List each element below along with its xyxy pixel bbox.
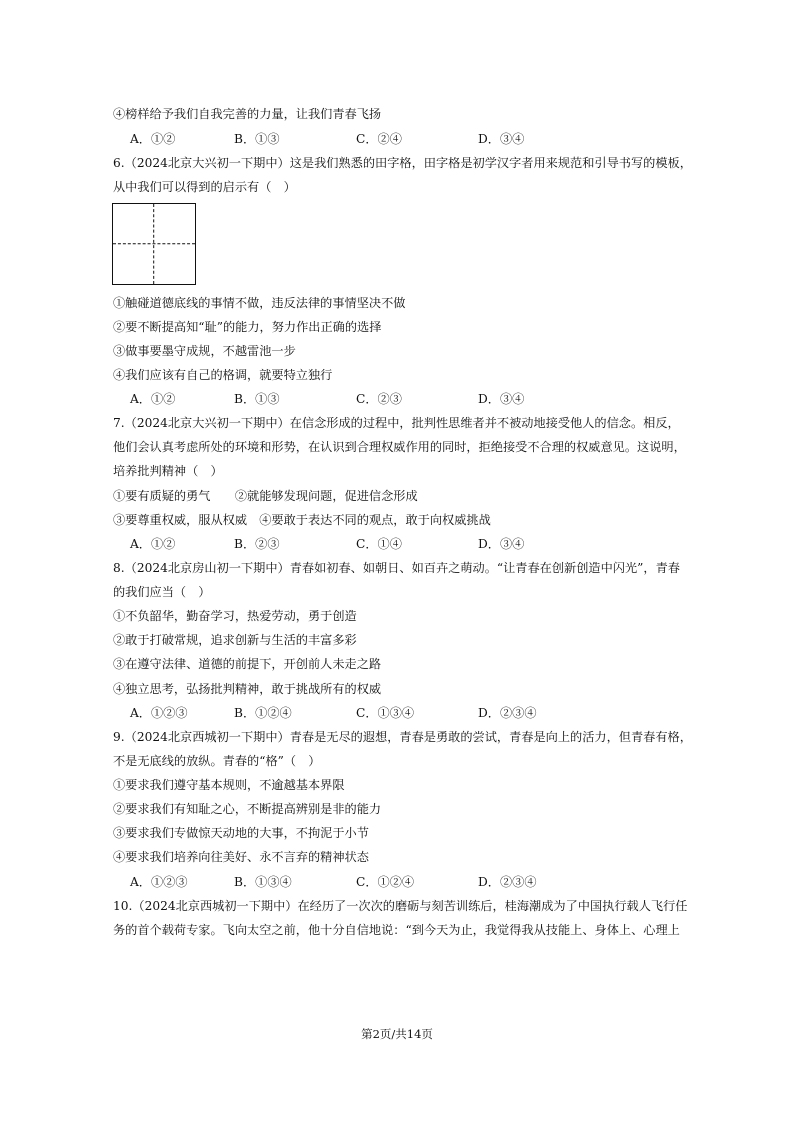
q6-statement-4: ④我们应该有自己的格调，就要特立独行 [113, 368, 333, 382]
q5-option-a: A．①② [130, 132, 176, 146]
q9-statement-2: ②要求我们有知耻之心，不断提高辨别是非的能力 [113, 802, 382, 816]
q5-statement-4: ④榜样给予我们自我完善的力量，让我们青春飞扬 [113, 107, 382, 121]
q6-option-d: D．③④ [478, 392, 525, 406]
q8-stem-line-2: 的我们应当（ ） [113, 585, 211, 599]
q9-stem-line-2: 不是无底线的放纵。青春的“格”（ ） [113, 754, 321, 768]
tianzige-grid-figure [112, 203, 196, 285]
q5-option-d: D．③④ [478, 132, 525, 146]
q7-option-c: C．①④ [356, 537, 402, 551]
q7-option-d: D．③④ [478, 537, 525, 551]
q8-statement-3: ③在遵守法律、道德的前提下，开创前人未走之路 [113, 657, 382, 671]
q7-stem-line-2: 他们会认真考虑所处的环境和形势，在认识到合理权威作用的同时，拒绝接受不合理的权威意见。这说明， [113, 440, 686, 454]
q9-stem-line-1: 9.（2024北京西城初一下期中）青春是无尽的遐想，青春是勇敢的尝试，青春是向上的活力，但青春有格， [113, 730, 692, 744]
q9-option-d: D．②③④ [478, 875, 537, 889]
q9-statement-3: ③要求我们专做惊天动地的大事，不拘泥于小节 [113, 826, 369, 840]
q7-option-a: A．①② [130, 537, 176, 551]
q7-option-b: B．②③ [234, 537, 280, 551]
q6-option-a: A．①② [130, 392, 176, 406]
q5-option-b: B．①③ [234, 132, 280, 146]
q6-statement-3: ③做事要墨守成规，不越雷池一步 [113, 344, 296, 358]
q7-statements-1-2: ①要有质疑的勇气 ②就能够发现问题，促进信念形成 [113, 489, 418, 503]
grid-horizontal-dashed-line [113, 243, 195, 244]
q6-stem-line-1: 6.（2024北京大兴初一下期中）这是我们熟悉的田字格，田字格是初学汉字者用来规范和引导书写的模板， [113, 156, 692, 170]
q8-option-c: C．①③④ [356, 706, 415, 720]
q9-option-c: C．①②④ [356, 875, 415, 889]
q7-stem-line-1: 7.（2024北京大兴初一下期中）在信念形成的过程中，批判性思维者并不被动地接受他人的信念。相反， [113, 416, 680, 430]
q8-statement-1: ①不负韶华，勤奋学习，热爱劳动，勇于创造 [113, 609, 357, 623]
q6-option-c: C．②③ [356, 392, 402, 406]
q7-stem-line-3: 培养批判精神（ ） [113, 464, 223, 478]
q6-statement-1: ①触碰道德底线的事情不做，违反法律的事情坚决不做 [113, 296, 406, 310]
q8-statement-2: ②敢于打破常规，追求创新与生活的丰富多彩 [113, 633, 357, 647]
q6-option-b: B．①③ [234, 392, 280, 406]
q9-option-a: A．①②③ [130, 875, 188, 889]
q10-stem-line-1: 10.（2024北京西城初一下期中）在经历了一次次的磨砺与刻苦训练后，桂海潮成为了中国执行载人飞行任 [113, 899, 688, 913]
q6-stem-line-2: 从中我们可以得到的启示有（ ） [113, 180, 296, 194]
q5-option-c: C．②④ [356, 132, 402, 146]
q10-stem-line-2: 务的首个载荷专家。飞向太空之前，他十分自信地说：“到今天为止，我觉得我从技能上、身体上、心理上 [113, 923, 680, 937]
q9-statement-4: ④要求我们培养向往美好、永不言弃的精神状态 [113, 850, 369, 864]
q8-stem-line-1: 8.（2024北京房山初一下期中）青春如初春、如朝日、如百卉之萌动。“让青春在创新创造中闪光”，青春 [113, 561, 680, 575]
q8-option-a: A．①②③ [130, 706, 188, 720]
q8-statement-4: ④独立思考，弘扬批判精神，敢于挑战所有的权威 [113, 682, 382, 696]
q9-statement-1: ①要求我们遵守基本规则，不逾越基本界限 [113, 778, 345, 792]
q6-statement-2: ②要不断提高知“耻”的能力，努力作出正确的选择 [113, 320, 382, 334]
q8-option-b: B．①②④ [234, 706, 292, 720]
page-number-footer: 第2页/共14页 [361, 1027, 433, 1041]
q8-option-d: D．②③④ [478, 706, 537, 720]
q9-option-b: B．①③④ [234, 875, 292, 889]
q7-statements-3-4: ③要尊重权威，服从权威 ④要敢于表达不同的观点，敢于向权威挑战 [113, 513, 491, 527]
